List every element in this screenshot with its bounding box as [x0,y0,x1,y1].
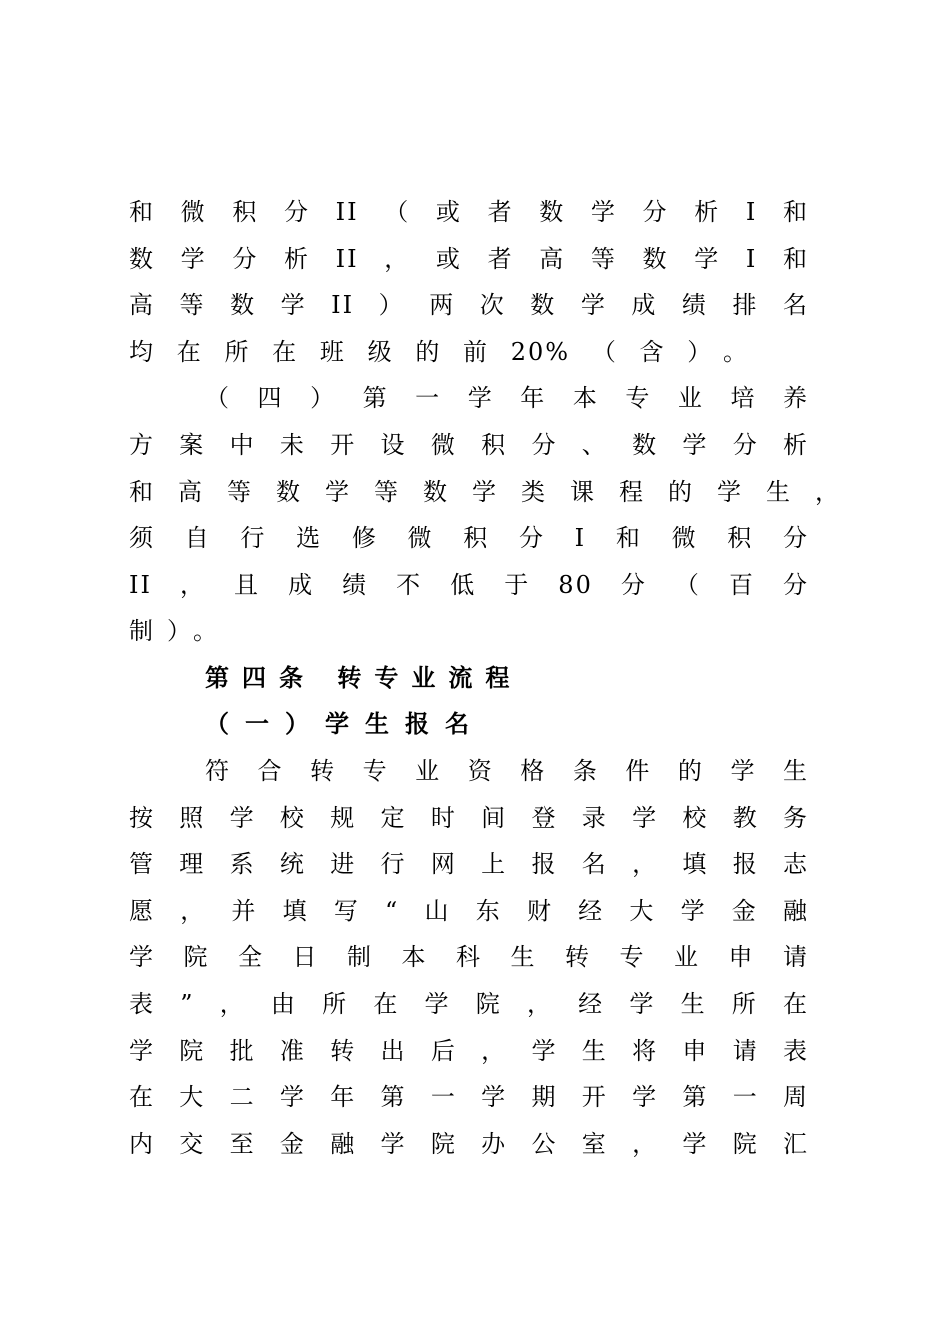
article-heading: 第四条 转专业流程 [205,664,523,692]
text-line: 按照学校规定时间登录学校教务 [129,804,809,832]
text-line: 学院批准转出后，学生将申请表 [129,1037,809,1065]
section-heading: （一）学生报名 [205,709,485,738]
text-line: 数学分析II，或者高等数学I和 [129,245,809,273]
text-line: 和高等数学等数学类课程的学生， [129,478,841,506]
text-line: 制）。 [129,617,231,645]
text-line: 学院全日制本科生转专业申请 [129,943,809,971]
text-line: 内交至金融学院办公室，学院汇 [129,1130,809,1158]
text-line: II，且成绩不低于80分（百分 [129,571,809,599]
text-line: 须自行选修微积分I和微积分 [129,524,809,552]
text-line: 愿，并填写“山东财经大学金融 [129,897,809,925]
text-line: 在大二学年第一学期开学第一周 [129,1083,809,1111]
text-line: 方案中未开设微积分、数学分析 [129,431,809,459]
text-line: 均在所在班级的前20%（含）。 [129,338,749,366]
text-line: 表”，由所在学院，经学生所在 [129,990,809,1018]
text-line: 和微积分II（或者数学分析I和 [129,198,809,226]
text-line: 符合转专业资格条件的学生 [205,757,809,785]
text-line: 高等数学II）两次数学成绩排名 [129,291,809,319]
text-line: （四）第一学年本专业培养 [205,384,809,412]
text-line: 管理系统进行网上报名，填报志 [129,850,809,878]
